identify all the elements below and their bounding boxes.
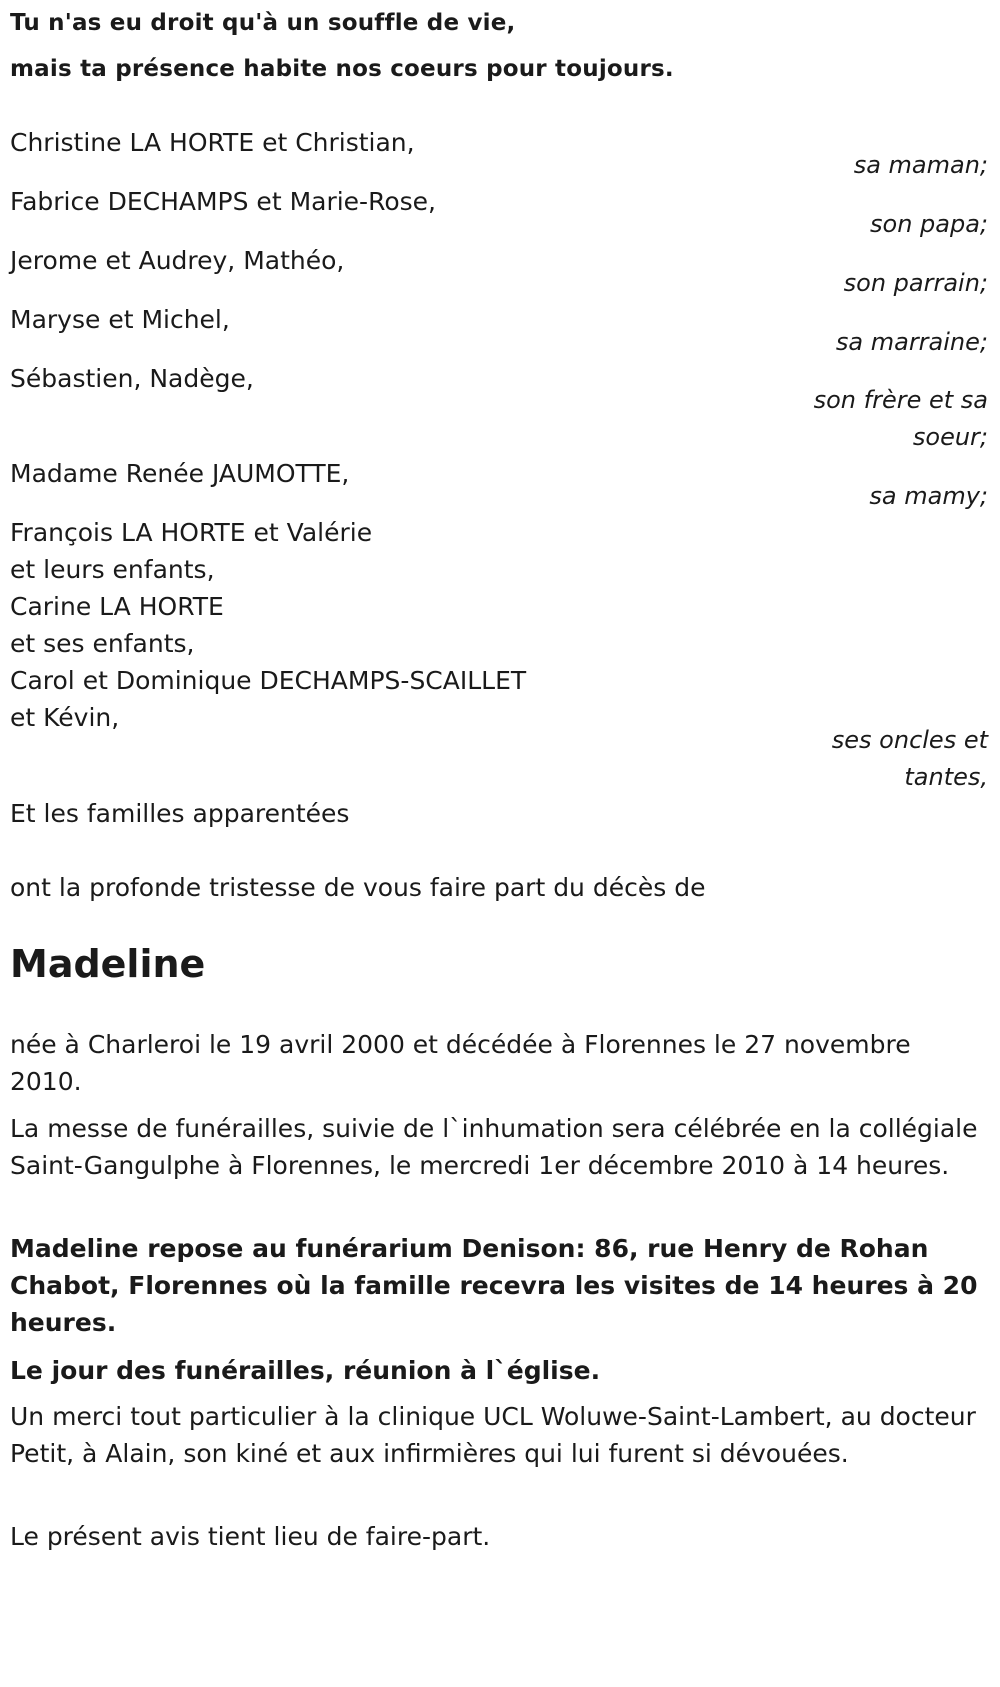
epitaph-line-2: mais ta présence habite nos coeurs pour toujours. [10,56,674,82]
announcement: ont la profonde tristesse de vous faire part du décès de [10,873,706,902]
meeting-text: Le jour des funérailles, réunion à l`église. [10,1356,601,1385]
family-role-godmother: sa marraine; [835,328,988,356]
family-role-mother: sa maman; [853,151,988,179]
uncles-line: Carol et Dominique DECHAMPS-SCAILLET [10,666,527,695]
family-name-father: Fabrice DECHAMPS et Marie-Rose, [10,187,436,216]
family-name-godfather: Jerome et Audrey, Mathéo, [10,246,345,275]
family-role-siblings-line-1: son frère et sa [813,386,988,414]
family-role-siblings-line-2: soeur; [912,423,988,451]
birth-death-text: née à Charleroi le 19 avril 2000 et décédée à Florennes le 27 novembre 2010. [10,1030,911,1096]
family-name-siblings: Sébastien, Nadège, [10,364,254,393]
funeral-mass-text: La messe de funérailles, suivie de l`inhumation sera célébrée en la collégiale Saint-Gangulphe à Florennes, le mercredi 1er décembre 2010 à 14 heures. [10,1114,978,1180]
uncles-role-line-1: ses oncles et [831,726,988,754]
family-name-mother: Christine LA HORTE et Christian, [10,128,415,157]
uncles-line: Carine LA HORTE [10,592,224,621]
family-name-godmother: Maryse et Michel, [10,305,230,334]
uncles-line: et Kévin, [10,703,120,732]
deceased-name: Madeline [10,942,206,986]
funerarium-text: Madeline repose au funérarium Denison: 86, rue Henry de Rohan Chabot, Florennes où la famille recevra les visites de 14 heures à 20 heures. [10,1234,978,1337]
uncles-line: François LA HORTE et Valérie [10,518,373,547]
uncles-line: et leurs enfants, [10,555,215,584]
family-role-grandmother: sa mamy; [869,482,988,510]
family-role-father: son papa; [870,210,988,238]
family-role-godfather: son parrain; [843,269,988,297]
closing-text: Le présent avis tient lieu de faire-part. [10,1522,491,1551]
family-name-grandmother: Madame Renée JAUMOTTE, [10,459,350,488]
families-line: Et les familles apparentées [10,799,350,828]
uncles-role-line-2: tantes, [904,763,988,791]
thanks-text: Un merci tout particulier à la clinique UCL Woluwe-Saint-Lambert, au docteur Petit, à Alain, son kiné et aux infirmières qui lui furent si dévouées. [10,1402,976,1468]
uncles-line: et ses enfants, [10,629,195,658]
epitaph-line-1: Tu n'as eu droit qu'à un souffle de vie, [10,10,516,36]
uncles-list [10,514,526,736]
